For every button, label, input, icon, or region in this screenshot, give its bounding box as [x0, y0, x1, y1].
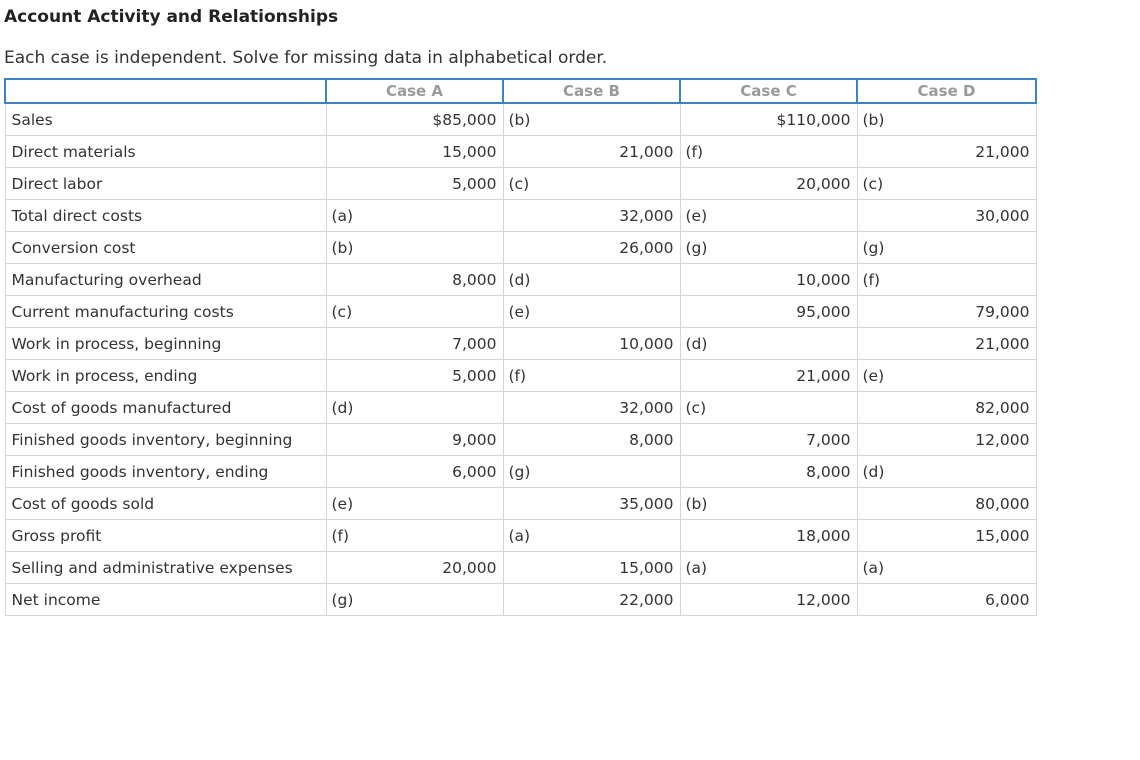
case-a-amount: 5,000 — [452, 174, 497, 193]
table-row — [5, 103, 1036, 136]
case-d-unknown: (c) — [862, 174, 884, 193]
case-c-cell — [680, 488, 857, 520]
case-a-cell — [326, 520, 503, 552]
row-label: Finished goods inventory, beginning — [5, 424, 326, 456]
case-b-cell — [503, 264, 680, 296]
case-c-cell — [680, 520, 857, 552]
case-b-amount: 15,000 — [619, 558, 674, 577]
case-d-cell — [857, 328, 1036, 360]
case-b-unknown: (c) — [508, 174, 530, 193]
case-a-unknown: (b) — [331, 238, 354, 257]
case-b-cell — [503, 392, 680, 424]
case-a-cell — [326, 136, 503, 168]
case-c-cell — [680, 200, 857, 232]
case-d-cell — [857, 168, 1036, 200]
case-c-amount: 12,000 — [796, 590, 851, 609]
row-label: Current manufacturing costs — [5, 296, 326, 328]
case-d-cell — [857, 488, 1036, 520]
case-a-unknown: (g) — [331, 590, 354, 609]
case-c-amount: 7,000 — [806, 430, 851, 449]
case-a-cell — [326, 264, 503, 296]
table-row — [5, 584, 1036, 616]
case-d-amount: 82,000 — [975, 398, 1030, 417]
case-c-cell — [680, 584, 857, 616]
instructions: Each case is independent. Solve for missing data in alphabetical order. — [4, 48, 608, 68]
case-a-unknown: (d) — [331, 398, 354, 417]
row-label: Conversion cost — [5, 232, 326, 264]
case-b-amount: 8,000 — [629, 430, 674, 449]
table-row — [5, 456, 1036, 488]
row-label: Finished goods inventory, ending — [5, 456, 326, 488]
case-c-amount: 10,000 — [796, 270, 851, 289]
case-c-cell — [680, 136, 857, 168]
case-d-unknown: (g) — [862, 238, 885, 257]
case-a-unknown: (c) — [331, 302, 353, 321]
case-d-cell — [857, 520, 1036, 552]
account-activity-table — [4, 78, 1037, 616]
case-c-cell — [680, 296, 857, 328]
case-b-cell — [503, 520, 680, 552]
case-c-unknown: (d) — [685, 334, 708, 353]
header-case-b: Case B — [503, 79, 680, 103]
case-a-cell — [326, 584, 503, 616]
table-header-row — [5, 79, 1036, 103]
case-a-cell — [326, 232, 503, 264]
table-row — [5, 488, 1036, 520]
row-label: Work in process, beginning — [5, 328, 326, 360]
case-c-unknown: (c) — [685, 398, 707, 417]
case-b-amount: 10,000 — [619, 334, 674, 353]
case-a-cell — [326, 552, 503, 584]
case-c-amount: 95,000 — [796, 302, 851, 321]
case-d-unknown: (f) — [862, 270, 881, 289]
header-label-col — [5, 79, 326, 103]
case-b-cell — [503, 232, 680, 264]
table-row — [5, 424, 1036, 456]
case-c-cell — [680, 456, 857, 488]
case-b-unknown: (e) — [508, 302, 531, 321]
case-c-cell — [680, 103, 857, 136]
case-c-unknown: (b) — [685, 494, 708, 513]
table-row — [5, 520, 1036, 552]
case-a-amount: $85,000 — [432, 110, 497, 129]
row-label: Direct labor — [5, 168, 326, 200]
case-a-cell — [326, 392, 503, 424]
case-c-amount: 21,000 — [796, 366, 851, 385]
case-c-cell — [680, 392, 857, 424]
table-row — [5, 232, 1036, 264]
case-d-cell — [857, 360, 1036, 392]
case-b-cell — [503, 103, 680, 136]
case-c-amount: 20,000 — [796, 174, 851, 193]
case-b-unknown: (b) — [508, 110, 531, 129]
case-a-amount: 7,000 — [452, 334, 497, 353]
case-a-unknown: (a) — [331, 206, 354, 225]
row-label: Total direct costs — [5, 200, 326, 232]
case-b-cell — [503, 456, 680, 488]
row-label: Work in process, ending — [5, 360, 326, 392]
case-b-cell — [503, 488, 680, 520]
case-a-cell — [326, 360, 503, 392]
case-d-amount: 80,000 — [975, 494, 1030, 513]
case-d-unknown: (e) — [862, 366, 885, 385]
case-d-cell — [857, 552, 1036, 584]
case-c-unknown: (g) — [685, 238, 708, 257]
case-c-unknown: (e) — [685, 206, 708, 225]
case-b-amount: 35,000 — [619, 494, 674, 513]
case-b-cell — [503, 296, 680, 328]
case-d-cell — [857, 264, 1036, 296]
case-d-amount: 21,000 — [975, 142, 1030, 161]
row-label: Net income — [5, 584, 326, 616]
case-d-cell — [857, 103, 1036, 136]
case-d-unknown: (a) — [862, 558, 885, 577]
case-c-amount: 18,000 — [796, 526, 851, 545]
table-row — [5, 136, 1036, 168]
case-c-unknown: (f) — [685, 142, 704, 161]
table-row — [5, 296, 1036, 328]
case-d-cell — [857, 456, 1036, 488]
case-a-cell — [326, 456, 503, 488]
row-label: Direct materials — [5, 136, 326, 168]
case-c-unknown: (a) — [685, 558, 708, 577]
case-a-amount: 8,000 — [452, 270, 497, 289]
case-b-cell — [503, 328, 680, 360]
case-d-unknown: (d) — [862, 462, 885, 481]
table-body — [5, 103, 1036, 616]
table-row — [5, 328, 1036, 360]
case-d-cell — [857, 232, 1036, 264]
case-b-cell — [503, 136, 680, 168]
case-d-cell — [857, 392, 1036, 424]
case-b-amount: 22,000 — [619, 590, 674, 609]
case-b-amount: 32,000 — [619, 398, 674, 417]
table-row — [5, 200, 1036, 232]
table-row — [5, 552, 1036, 584]
case-d-amount: 12,000 — [975, 430, 1030, 449]
case-a-amount: 5,000 — [452, 366, 497, 385]
case-b-unknown: (a) — [508, 526, 531, 545]
case-b-unknown: (g) — [508, 462, 531, 481]
case-b-cell — [503, 200, 680, 232]
case-b-amount: 26,000 — [619, 238, 674, 257]
case-c-cell — [680, 360, 857, 392]
row-label: Selling and administrative expenses — [5, 552, 326, 584]
page-title: Account Activity and Relationships — [4, 7, 339, 27]
case-c-cell — [680, 328, 857, 360]
case-b-cell — [503, 168, 680, 200]
case-b-unknown: (d) — [508, 270, 531, 289]
header-case-a: Case A — [326, 79, 503, 103]
table-row — [5, 264, 1036, 296]
case-c-cell — [680, 168, 857, 200]
case-d-amount: 6,000 — [985, 590, 1030, 609]
case-b-cell — [503, 424, 680, 456]
case-d-cell — [857, 296, 1036, 328]
case-d-unknown: (b) — [862, 110, 885, 129]
case-a-amount: 20,000 — [442, 558, 497, 577]
header-case-c: Case C — [680, 79, 857, 103]
case-d-amount: 30,000 — [975, 206, 1030, 225]
case-b-cell — [503, 584, 680, 616]
case-a-amount: 6,000 — [452, 462, 497, 481]
table-row — [5, 392, 1036, 424]
header-case-d: Case D — [857, 79, 1036, 103]
case-d-amount: 79,000 — [975, 302, 1030, 321]
case-a-cell — [326, 103, 503, 136]
case-a-cell — [326, 200, 503, 232]
row-label: Cost of goods manufactured — [5, 392, 326, 424]
case-b-cell — [503, 552, 680, 584]
case-d-cell — [857, 200, 1036, 232]
case-a-cell — [326, 328, 503, 360]
row-label: Sales — [5, 103, 326, 136]
case-c-amount: 8,000 — [806, 462, 851, 481]
case-d-amount: 21,000 — [975, 334, 1030, 353]
case-b-unknown: (f) — [508, 366, 527, 385]
case-a-amount: 15,000 — [442, 142, 497, 161]
case-a-cell — [326, 168, 503, 200]
case-c-cell — [680, 424, 857, 456]
row-label: Cost of goods sold — [5, 488, 326, 520]
case-a-unknown: (f) — [331, 526, 350, 545]
case-b-cell — [503, 360, 680, 392]
case-c-cell — [680, 232, 857, 264]
case-b-amount: 21,000 — [619, 142, 674, 161]
case-c-cell — [680, 552, 857, 584]
case-a-unknown: (e) — [331, 494, 354, 513]
table-row — [5, 360, 1036, 392]
case-a-cell — [326, 488, 503, 520]
case-d-cell — [857, 136, 1036, 168]
case-c-cell — [680, 264, 857, 296]
case-a-cell — [326, 296, 503, 328]
case-a-cell — [326, 424, 503, 456]
case-d-cell — [857, 424, 1036, 456]
case-a-amount: 9,000 — [452, 430, 497, 449]
row-label: Manufacturing overhead — [5, 264, 326, 296]
case-d-cell — [857, 584, 1036, 616]
case-b-amount: 32,000 — [619, 206, 674, 225]
case-d-amount: 15,000 — [975, 526, 1030, 545]
row-label: Gross profit — [5, 520, 326, 552]
table-row — [5, 168, 1036, 200]
case-c-amount: $110,000 — [776, 110, 851, 129]
